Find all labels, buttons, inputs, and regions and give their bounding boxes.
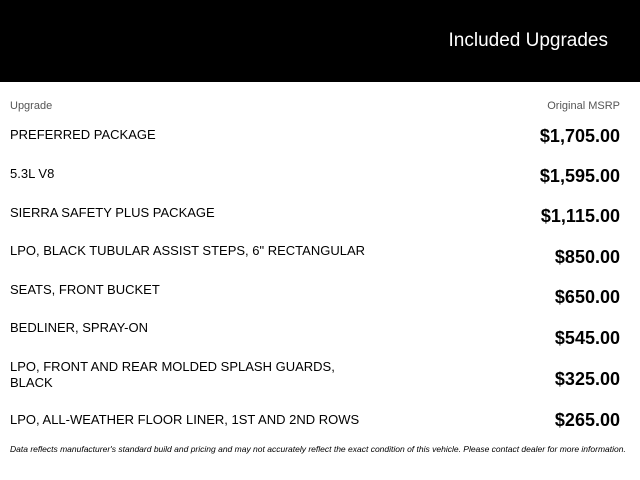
column-header-upgrade: Upgrade	[10, 100, 53, 112]
header-bar	[0, 0, 640, 82]
upgrade-price: $325.00	[554, 369, 620, 389]
upgrade-price: $1,595.00	[539, 166, 620, 186]
upgrade-name: BEDLINER, SPRAY-ON	[10, 320, 148, 335]
upgrade-name: LPO, BLACK TUBULAR ASSIST STEPS, 6" RECTANGULAR	[10, 243, 366, 258]
upgrade-name: 5.3L V8	[10, 166, 55, 181]
page-title: Included Upgrades	[448, 30, 608, 51]
upgrade-name: LPO, ALL-WEATHER FLOOR LINER, 1ST AND 2ND ROWS	[10, 412, 360, 427]
upgrade-price: $650.00	[554, 287, 620, 307]
column-header-msrp: Original MSRP	[547, 100, 620, 112]
upgrade-price: $265.00	[554, 410, 620, 430]
upgrade-price: $850.00	[554, 247, 620, 267]
upgrade-price: $1,705.00	[539, 126, 620, 146]
upgrade-price: $1,115.00	[540, 206, 620, 226]
upgrade-name: SIERRA SAFETY PLUS PACKAGE	[10, 205, 215, 220]
upgrade-price: $545.00	[554, 328, 620, 348]
upgrade-name: SEATS, FRONT BUCKET	[10, 282, 160, 297]
upgrade-name: LPO, FRONT AND REAR MOLDED SPLASH GUARDS, BLACK	[10, 359, 335, 390]
disclaimer-text: Data reflects manufacturer's standard build and pricing and may not accurately reflect the exact condition of this vehicle. Please contact dealer for more information.	[10, 444, 626, 454]
upgrade-name: PREFERRED PACKAGE	[10, 127, 156, 142]
